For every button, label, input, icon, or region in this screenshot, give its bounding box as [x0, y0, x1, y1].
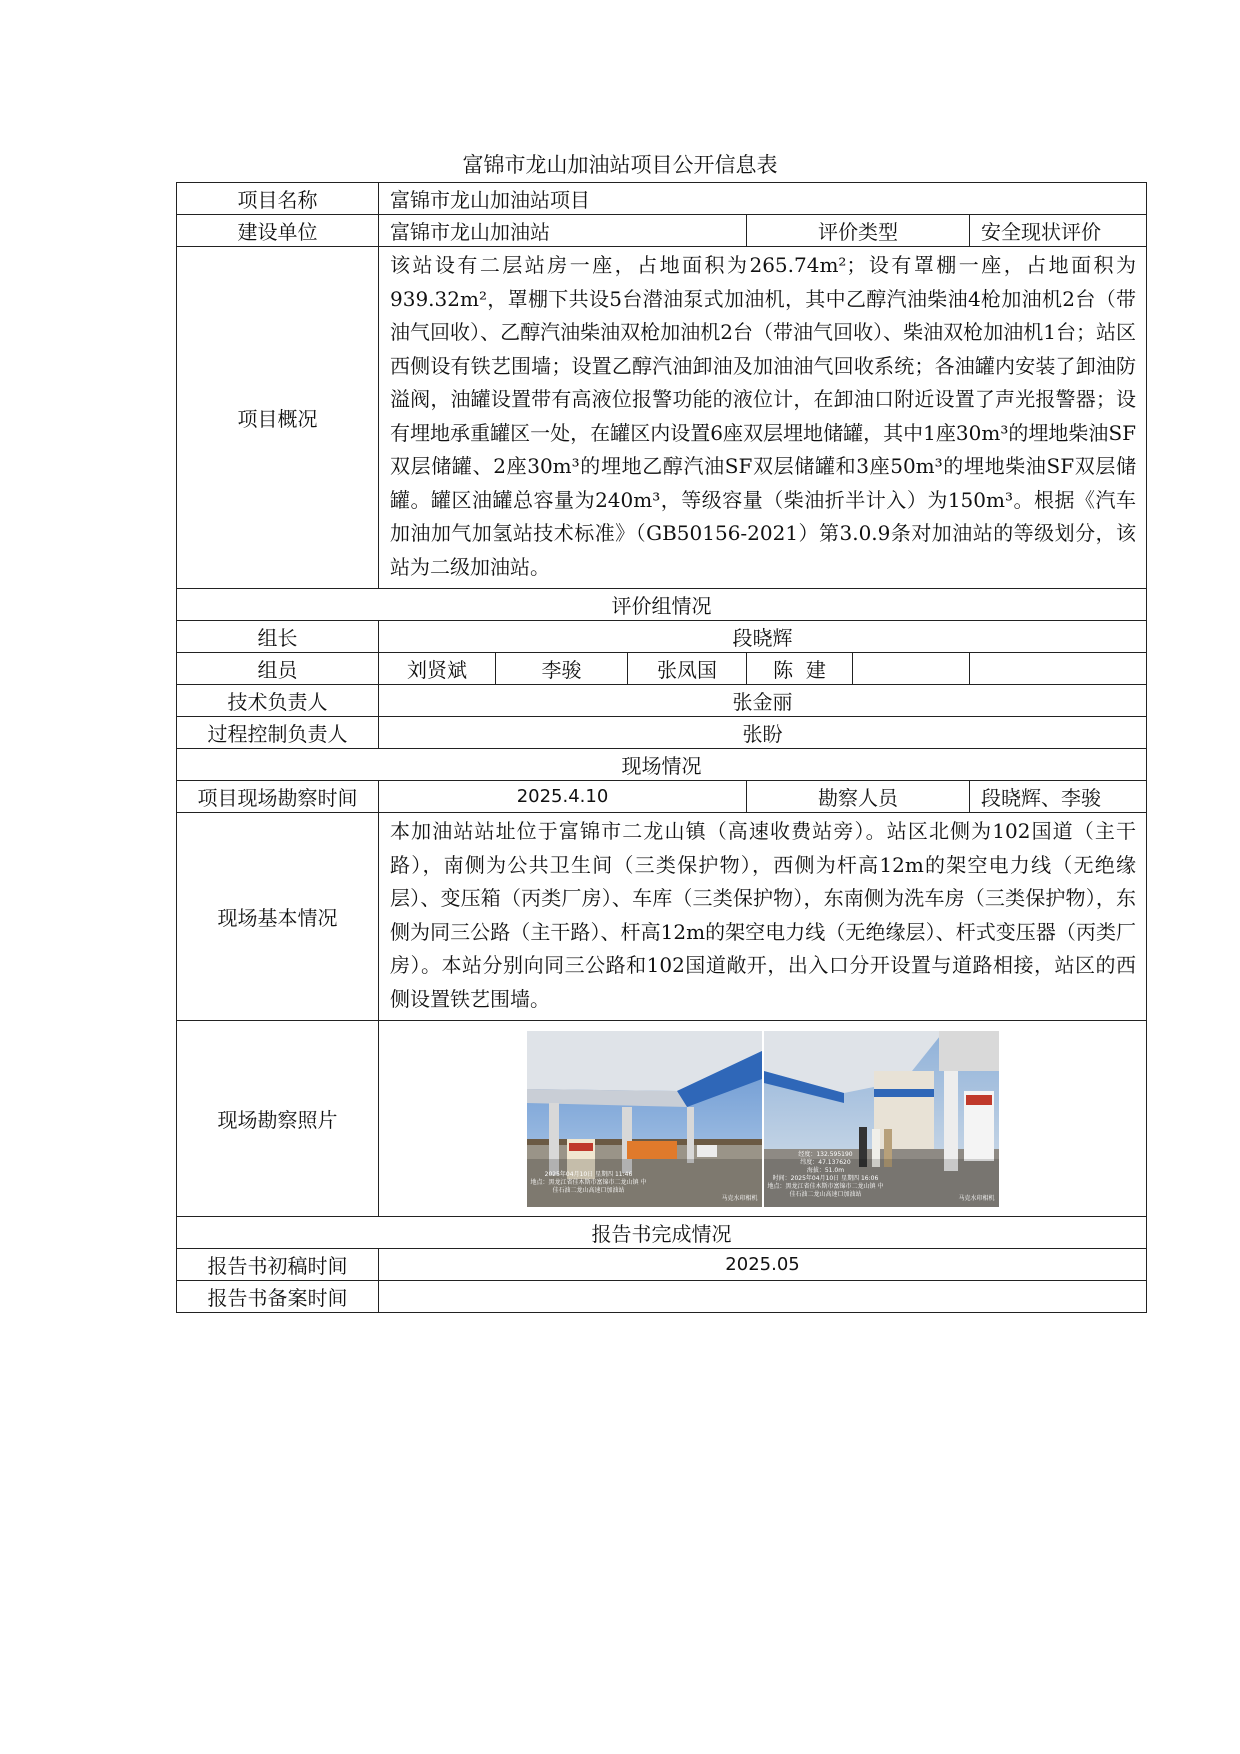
- project-name-label: 项目名称: [177, 183, 379, 215]
- site-photo-2: [764, 1031, 999, 1207]
- tech-lead-row: [177, 685, 1147, 717]
- site-header: 现场情况: [177, 749, 1147, 781]
- photo-overlay-line: 地点：黑龙江省佳木斯市富锦市二龙山镇 中: [767, 1182, 884, 1190]
- evaluation-group-header: 评价组情况: [177, 589, 1147, 621]
- draft-time-label: 报告书初稿时间: [177, 1249, 379, 1281]
- photo-2-overlay: [768, 1151, 884, 1199]
- site-header-row: [177, 749, 1147, 781]
- photo-2-watermark: 马克水印相机: [958, 1194, 995, 1202]
- report-header: 报告书完成情况: [177, 1217, 1147, 1249]
- site-photos: [527, 1031, 999, 1207]
- overview-text: 该站设有二层站房一座，占地面积为265.74m²；设有罩棚一座，占地面积为939.32m²，罩棚下共设5台潜油泵式加油机，其中乙醇汽油柴油4枪加油机2台（带油气回收）、乙醇汽油柴油双枪加油机2台（带油气回收）、柴油双枪加油机1台；站区西侧设有铁艺围墙；设置乙醇汽油卸油及加油油气回收系统；各油罐内安装了卸油防溢阀，油罐设置带有高液位报警功能的液位计，在卸油口附近设置了声光报警器；设有埋地承重罐区一处，在罐区内设置6座双层埋地储罐，其中1座30m³的埋地柴油SF双层储罐、2座30m³的埋地乙醇汽油SF双层储罐和3座50m³的埋地柴油SF双层储罐。罐区油罐总容量为240m³，等级容量（柴油折半计入）为150m³。根据《汽车加油加气加氢站技术标准》（GB50156-2021）第3.0.9条对加油站的等级划分，该站为二级加油站。: [379, 247, 1147, 589]
- photo-overlay-line: 2025年04月10日 星期四 11:46: [544, 1170, 633, 1178]
- photo-overlay-line: 海拔：51.0m: [806, 1166, 845, 1174]
- photo-overlay-line: 佳石油二龙山高速口加油站: [789, 1190, 862, 1198]
- builder-label: 建设单位: [177, 215, 379, 247]
- member-cell: 刘贤斌: [379, 653, 496, 685]
- overview-label: 项目概况: [177, 247, 379, 589]
- site-photo-1: [527, 1031, 762, 1207]
- overview-row: [177, 247, 1147, 589]
- site-photos-cell: [379, 1021, 1147, 1217]
- tech-lead-value: 张金丽: [379, 685, 1147, 717]
- filing-time-row: [177, 1281, 1147, 1313]
- site-photos-row: [177, 1021, 1147, 1217]
- surveyors-value: 段晓辉、李骏: [970, 781, 1147, 813]
- project-name-row: [177, 183, 1147, 215]
- draft-time-value: 2025.05: [379, 1249, 1147, 1281]
- draft-time-row: [177, 1249, 1147, 1281]
- tech-lead-label: 技术负责人: [177, 685, 379, 717]
- filing-time-label: 报告书备案时间: [177, 1281, 379, 1313]
- process-lead-row: [177, 717, 1147, 749]
- filing-time-value: [379, 1281, 1147, 1313]
- photo-overlay-line: 地点：黑龙江省佳木斯市富锦市二龙山镇 中: [530, 1178, 647, 1186]
- site-photos-label: 现场勘察照片: [177, 1021, 379, 1217]
- site-basic-label: 现场基本情况: [177, 813, 379, 1021]
- member-cell: 张凤国: [628, 653, 747, 685]
- members-row: [177, 653, 1147, 685]
- page-title: 富锦市龙山加油站项目公开信息表: [462, 153, 778, 177]
- member-cell: [970, 653, 1147, 685]
- leader-row: [177, 621, 1147, 653]
- survey-time-row: [177, 781, 1147, 813]
- photo-overlay-line: 时间：2025年04月10日 星期四 16:06: [772, 1174, 879, 1182]
- builder-value: 富锦市龙山加油站: [379, 215, 747, 247]
- project-name-value: 富锦市龙山加油站项目: [379, 183, 1147, 215]
- evaluation-group-header-row: [177, 589, 1147, 621]
- leader-label: 组长: [177, 621, 379, 653]
- survey-time-label: 项目现场勘察时间: [177, 781, 379, 813]
- photo-overlay-line: 佳石油二龙山高速口加油站: [552, 1186, 625, 1194]
- members-label: 组员: [177, 653, 379, 685]
- photo-1-watermark: 马克水印相机: [721, 1194, 758, 1202]
- process-lead-label: 过程控制负责人: [177, 717, 379, 749]
- eval-type-label: 评价类型: [747, 215, 970, 247]
- site-basic-row: [177, 813, 1147, 1021]
- info-table: [176, 182, 1147, 1313]
- surveyors-label: 勘察人员: [747, 781, 970, 813]
- member-cell: 陈 建: [747, 653, 853, 685]
- photo-overlay-line: 纬度：47.137620: [800, 1158, 851, 1166]
- member-cell: [853, 653, 970, 685]
- builder-row: [177, 215, 1147, 247]
- survey-time-value: 2025.4.10: [379, 781, 747, 813]
- member-cell: 李骏: [496, 653, 628, 685]
- site-basic-text: 本加油站站址位于富锦市二龙山镇（高速收费站旁）。站区北侧为102国道（主干路），南侧为公共卫生间（三类保护物），西侧为杆高12m的架空电力线（无绝缘层）、变压箱（丙类厂房）、车库（三类保护物），东南侧为洗车房（三类保护物），东侧为同三公路（主干路）、杆高12m的架空电力线（无绝缘层）、杆式变压器（丙类厂房）。本站分别向同三公路和102国道敞开，出入口分开设置与道路相接，站区的西侧设置铁艺围墙。: [379, 813, 1147, 1021]
- photo-overlay-line: 经度：132.595190: [798, 1150, 853, 1158]
- process-lead-value: 张盼: [379, 717, 1147, 749]
- photo-1-overlay: [531, 1171, 647, 1195]
- eval-type-value: 安全现状评价: [970, 215, 1147, 247]
- report-header-row: [177, 1217, 1147, 1249]
- leader-value: 段晓辉: [379, 621, 1147, 653]
